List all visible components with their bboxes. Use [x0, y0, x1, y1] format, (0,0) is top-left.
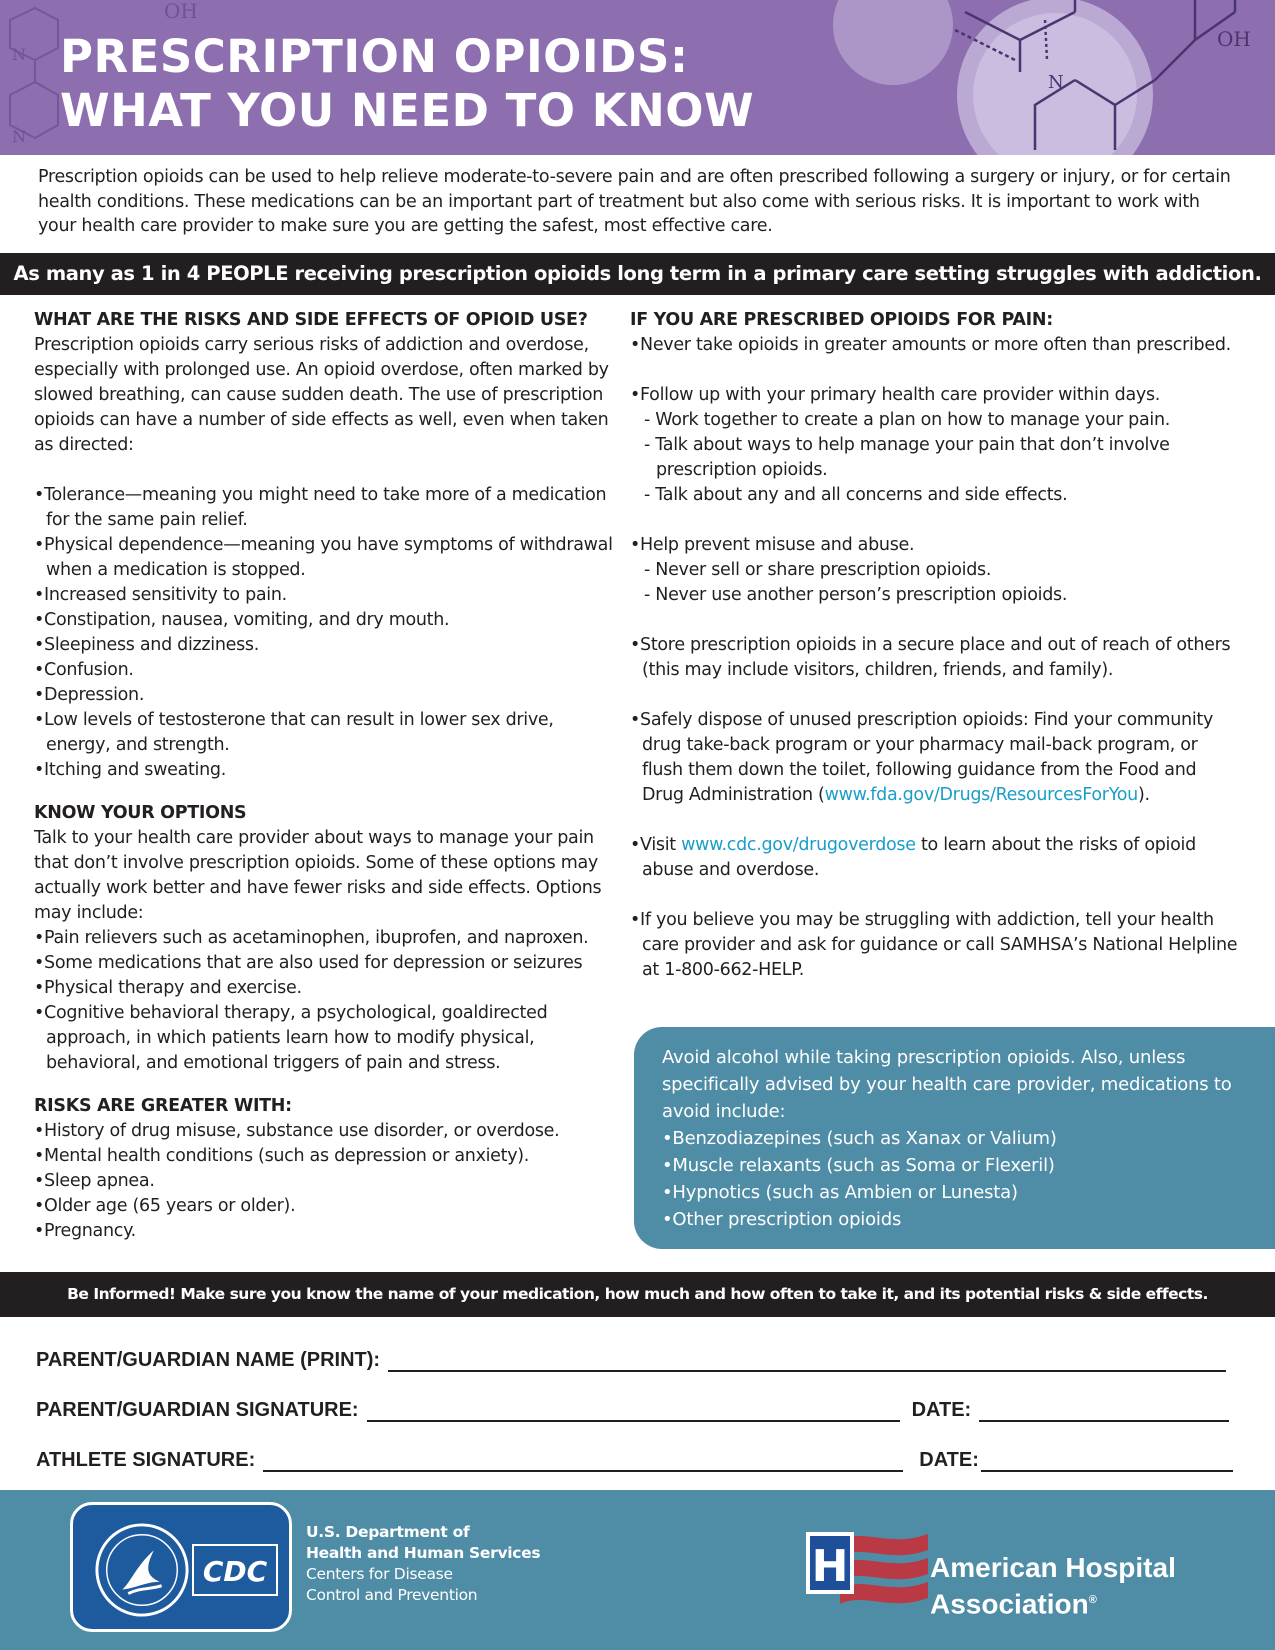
sub-list-item: - Never use another person’s prescription opioids.	[630, 583, 1240, 608]
athlete-signature-field[interactable]	[263, 1450, 903, 1472]
greater-risks-list	[34, 1119, 614, 1244]
molecule-atom-n-left-2: N	[12, 127, 26, 146]
right-column	[630, 308, 1240, 983]
page-title-line-1: PRESCRIPTION OPIOIDS:	[60, 30, 689, 83]
list-item: • Physical dependence—meaning you have symptoms of withdrawal when a medication is stopped.	[34, 533, 614, 583]
list-item: • Never take opioids in greater amounts or more often than prescribed.	[630, 333, 1240, 358]
page-title-line-2: WHAT YOU NEED TO KNOW	[60, 84, 755, 137]
callout-list-item: • Muscle relaxants (such as Soma or Flexeril)	[662, 1152, 1249, 1179]
list-item: • Itching and sweating.	[34, 758, 614, 783]
cdc-line-1: Centers for Disease	[306, 1565, 453, 1583]
list-item: • Sleep apnea.	[34, 1169, 614, 1194]
athlete-date-label: DATE:	[919, 1449, 979, 1471]
list-item: • Cognitive behavioral therapy, a psychological, goaldirected approach, in which patients learn how to modify physical, behavioral, and emotional triggers of pain and stress.	[34, 1001, 614, 1076]
list-item: • Help prevent misuse and abuse.	[630, 533, 1240, 558]
list-item: • History of drug misuse, substance use disorder, or overdose.	[34, 1119, 614, 1144]
hhs-cdc-logo-box	[70, 1502, 292, 1632]
cdc-logo-icon	[191, 1543, 279, 1597]
guardian-date-field[interactable]	[979, 1400, 1229, 1422]
side-effects-list	[34, 483, 614, 783]
hhs-seal-icon	[93, 1521, 191, 1619]
athlete-signature-label: ATHLETE SIGNATURE:	[36, 1449, 256, 1471]
molecule-oh-right-text: OH	[1217, 27, 1251, 51]
list-item: • Increased sensitivity to pain.	[34, 583, 614, 608]
aha-line-1: American Hospital	[930, 1552, 1176, 1583]
risks-heading: WHAT ARE THE RISKS AND SIDE EFFECTS OF OPIOID USE?	[34, 310, 588, 330]
athlete-signature-row	[36, 1449, 1233, 1472]
guardian-name-label: PARENT/GUARDIAN NAME (PRINT):	[36, 1349, 381, 1371]
list-item: • Tolerance—meaning you might need to take more of a medication for the same pain relief.	[34, 483, 614, 533]
sub-list-item: - Work together to create a plan on how to manage your pain.	[630, 408, 1240, 433]
list-item: • Mental health conditions (such as depression or anxiety).	[34, 1144, 614, 1169]
callout-list-item: • Hypnotics (such as Ambien or Lunesta)	[662, 1179, 1249, 1206]
cdc-line-2: Control and Prevention	[306, 1586, 478, 1604]
footer	[0, 1490, 1275, 1650]
options-paragraph: Talk to your health care provider about ways to manage your pain that don’t involve prescription opioids. Some of these options may actually work better and have fewer risks and side effects. Options may include:	[34, 828, 602, 923]
guardian-signature-label: PARENT/GUARDIAN SIGNATURE:	[36, 1399, 359, 1421]
options-heading: KNOW YOUR OPTIONS	[34, 803, 247, 823]
list-item: • Physical therapy and exercise.	[34, 976, 614, 1001]
athlete-date-field[interactable]	[981, 1450, 1233, 1472]
list-item-visit	[630, 833, 1240, 883]
prescribed-heading: IF YOU ARE PRESCRIBED OPIOIDS FOR PAIN:	[630, 310, 1053, 330]
aha-line-2-wrap	[930, 1584, 1176, 1620]
cdc-drugoverdose-link[interactable]: www.cdc.gov/drugoverdose	[681, 835, 916, 855]
greater-risks-heading: RISKS ARE GREATER WITH:	[34, 1096, 292, 1116]
list-item: • Older age (65 years or older).	[34, 1194, 614, 1219]
callout-list-item: • Benzodiazepines (such as Xanax or Valium)	[662, 1125, 1249, 1152]
list-item: • Low levels of testosterone that can result in lower sex drive, energy, and strength.	[34, 708, 614, 758]
sub-list-item: - Never sell or share prescription opioids.	[630, 558, 1240, 583]
dispose-text: Safely dispose of unused prescription opioids: Find your community drug take-back program or your pharmacy mail-back program, or flush them down the toilet, following guidance from the Food and Drug Administration (	[640, 710, 1214, 805]
list-item: • Store prescription opioids in a secure place and out of reach of others (this may include visitors, children, friends, and family).	[630, 633, 1240, 683]
left-column	[34, 308, 614, 1244]
guardian-signature-row	[36, 1399, 1229, 1422]
guardian-name-field[interactable]	[388, 1350, 1226, 1372]
be-informed-banner: Be Informed! Make sure you know the name of your medication, how much and how often to take it, and its potential risks & side effects.	[0, 1272, 1275, 1317]
list-item: • Pregnancy.	[34, 1219, 614, 1244]
list-item: • Some medications that are also used for depression or seizures	[34, 951, 614, 976]
list-item: • Follow up with your primary health care provider within days.	[630, 383, 1240, 408]
options-list	[34, 926, 614, 1076]
aha-logo-icon	[800, 1520, 930, 1615]
addiction-stat-banner: As many as 1 in 4 PEOPLE receiving prescription opioids long term in a primary care setting struggles with addiction.	[0, 253, 1275, 295]
header-banner	[0, 0, 1275, 155]
avoid-medications-callout	[634, 1027, 1275, 1249]
hhs-line-2: Health and Human Services	[306, 1544, 541, 1562]
sub-list-item: - Talk about ways to help manage your pain that don’t involve prescription opioids.	[630, 433, 1240, 483]
aha-name	[930, 1552, 1176, 1620]
intro-paragraph: Prescription opioids can be used to help relieve moderate-to-severe pain and are often prescribed following a surgery or injury, or for certain health conditions. These medications can be an important part of treatment but also come with serious risks. It is important to work with your health care provider to make sure you are getting the safest, most effective care.	[38, 167, 1231, 236]
list-item-dispose	[630, 708, 1240, 808]
risks-paragraph: Prescription opioids carry serious risks of addiction and overdose, especially with prolonged use. An opioid overdose, often marked by slowed breathing, can cause sudden death. The use of prescription opioids can have a number of side effects as well, even when taken as directed:	[34, 335, 609, 455]
molecule-atom-n-left: N	[12, 45, 26, 64]
hhs-line-1: U.S. Department of	[306, 1523, 470, 1541]
visit-text-end: to learn about the risks of opioid abuse and overdose.	[642, 835, 1196, 880]
aha-registered-mark: ®	[1088, 1594, 1097, 1606]
hhs-cdc-text	[306, 1522, 540, 1606]
sub-list-item: - Talk about any and all concerns and side effects.	[630, 483, 1240, 508]
list-item: • Sleepiness and dizziness.	[34, 633, 614, 658]
molecule-oh-left-text: OH	[164, 0, 198, 23]
aha-logo-letter: H	[811, 1541, 849, 1592]
list-item: • Confusion.	[34, 658, 614, 683]
molecule-atom-n-right: N	[1048, 72, 1064, 93]
visit-text: Visit	[640, 835, 682, 855]
page-title	[60, 30, 754, 138]
list-item: • Depression.	[34, 683, 614, 708]
guardian-name-row	[36, 1349, 1226, 1372]
callout-list-item: • Other prescription opioids	[662, 1206, 1249, 1233]
guardian-signature-field[interactable]	[367, 1400, 900, 1422]
aha-line-2: Association	[930, 1588, 1089, 1620]
molecule-pill-graphic-right	[815, 0, 1275, 155]
molecule-graphic-left	[0, 0, 60, 155]
molecule-oh-label-left	[150, 0, 210, 30]
cdc-logo-text: CDC	[202, 1555, 268, 1588]
list-item: • Constipation, nausea, vomiting, and dry mouth.	[34, 608, 614, 633]
callout-text: Avoid alcohol while taking prescription opioids. Also, unless specifically advised by your health care provider, medications to avoid include:	[662, 1047, 1232, 1122]
list-item: • Pain relievers such as acetaminophen, ibuprofen, and naproxen.	[34, 926, 614, 951]
fda-link[interactable]: www.fda.gov/Drugs/ResourcesForYou	[824, 785, 1138, 805]
list-item: • If you believe you may be struggling with addiction, tell your health care provider and ask for guidance or call SAMHSA’s National Helpline at 1-800-662-HELP.	[630, 908, 1240, 983]
guardian-date-label: DATE:	[911, 1399, 972, 1421]
dispose-text-end: ).	[1137, 785, 1150, 805]
